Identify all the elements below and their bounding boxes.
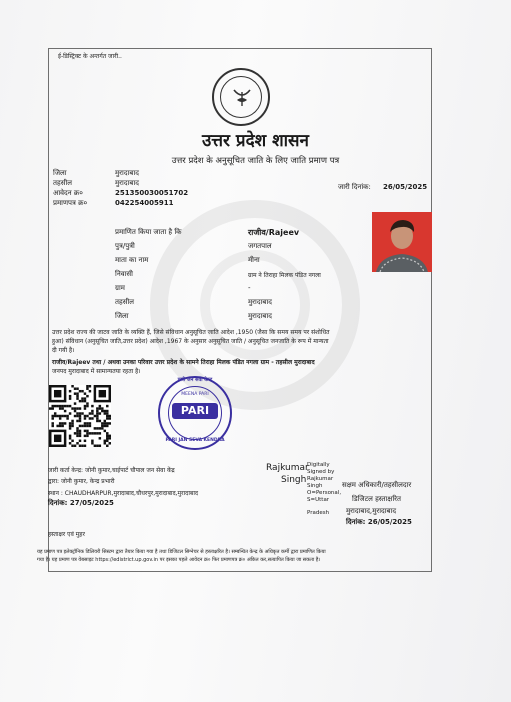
district-value: मुरादाबाद [115,169,139,177]
header-note: ई-डिस्ट्रिक्ट के अन्तर्गत जारी.. [58,53,122,60]
certificate-subtitle: उत्तर प्रदेश के अनुसूचित जाति के लिए जाति प्रमाण पत्र [171,156,340,166]
certificate-no-label: प्रमाणपत्र क्र० [53,199,88,207]
resident-value: ग्राम ने तिराहा मिलक पंडित नगला [248,272,321,279]
body-line-4: राजीव/Rajeev तथा / अथवा उनका परिवार उत्तर प्रदेश के सामने तिराहा मिलक पंडित नगला ग्राम - तहसील मुरादाबाद [52,359,315,366]
sig-line: Digitally [307,462,330,468]
person-district-value: मुरादाबाद [248,312,272,320]
footnote-line-1: यह प्रमाण पत्र इलेक्ट्रॉनिक डिलिवरी सिस्टम द्वारा तैयार किया गया है तथा डिजिटल सिग्नेचर से हस्ताक्षरित है। सम्बन्धित केन्द्र के अधिकृत कर्मी द्वारा प्रमाणित किया [37,549,326,555]
authority-signed: डिजिटल हस्ताक्षरित [352,495,401,503]
signer-name-line-1: Rajkumar [266,463,309,473]
issuer-date: दिनांक: 27/05/2025 [48,499,114,507]
mother-label: माता का नाम [115,256,149,264]
sig-line: Rajkumar [307,476,334,482]
body-line-5: जनपद मुरादाबाद में सामान्यतया रहता है। [52,368,141,375]
certificate-no-value: 042254005911 [115,199,174,207]
person-district-label: जिला [115,312,129,320]
issue-date-value: 26/05/2025 [383,183,428,191]
person-name: राजीव/Rajeev [248,228,300,237]
footnote-line-2: गया है। यह प्रमाण पत्र वेबसाइट https://edistrict.up.gov.in पर इसका पहले आवेदन क्र० फिर प्रमाणपत्र क्र० अंकित कर,सत्यापित किया जा सकता है। [37,557,321,563]
body-line-2: हुआ) संविधान (अनुसूचित जाति,उत्तर प्रदेश) आदेश ,1967 के अनुसार अनुसूचित जाति / अनुसूचित जनजाति के रूप में मान्यता [52,338,329,345]
village-value: - [248,284,251,292]
authority-place: मुरादाबाद,मुरादाबाद [346,507,397,515]
sig-line: Singh [307,483,323,489]
certify-intro: प्रमाणित किया जाता है कि [115,228,182,236]
district-label: जिला [53,169,67,177]
authority-date: दिनांक: 26/05/2025 [346,518,412,526]
sig-line: Pradesh [307,510,330,516]
application-no-label: आवेदन क्र० [53,189,83,197]
applicant-photo [372,212,432,272]
issuer-center: जारी कर्ता केन्द्र: जोनी कुमार,चाईपार्ट चौपाल जन सेवा केंद्र [48,467,175,474]
stamp-bottom-text: PARI JAN SEVA KENDRA [165,438,225,443]
sig-line: Signed by [307,469,335,475]
verification-footnote [37,548,427,564]
up-govt-emblem [212,68,270,126]
stamp-logo: PARI [172,403,218,419]
parent-label: पुत्र/पुत्री [115,242,135,250]
verification-qr-code [49,385,111,447]
signer-name-line-2: Singh [281,475,307,485]
emblem-bow-fish-icon [232,86,252,108]
mother-value: मीना [248,256,260,264]
tehsil-label: तहसील [53,179,72,187]
pari-jan-seva-kendra-stamp [158,376,232,450]
parent-value: जगतपाल [248,242,272,250]
authority-title: सक्षम अधिकारी/तहसीलदार [342,481,412,489]
signature-and-seal-label: हस्ताक्षर एवं मुहर [48,531,85,538]
body-line-3: दी गयी है। [52,347,75,354]
resident-label: निवासी [115,270,133,278]
sig-line: O=Personal, [307,490,342,496]
page-title: उत्तर प्रदेश शासन [201,131,309,151]
village-label: ग्राम [115,284,125,292]
stamp-ring-text: MEENA PARI [181,392,209,397]
person-tehsil-value: मुरादाबाद [248,298,272,306]
tehsil-value: मुरादाबाद [115,179,139,187]
application-no-value: 251350030051702 [115,189,189,197]
body-line-1: उत्तर प्रदेश राज्य की जाटव जाति के व्यक्ति हैं, जिसे संविधान अनुसूचित जाति आदेश ,1950 (जैसा कि समय समय पर संशोधित [52,329,330,336]
stamp-top-text: पारी जन सेवा केन्द्र [177,377,213,383]
issuer-place: स्थान : CHAUDHARPUR,मुरादाबाद,चौधरपुर,मुरादाबाद,मुरादाबाद [48,490,199,497]
issuer-by: द्वारा: जोनी कुमार, केन्द्र प्रभारी [48,478,115,485]
sig-line: S=Uttar [307,497,330,503]
person-tehsil-label: तहसील [115,298,134,306]
issue-date-label: जारी दिनांक: [338,183,371,191]
